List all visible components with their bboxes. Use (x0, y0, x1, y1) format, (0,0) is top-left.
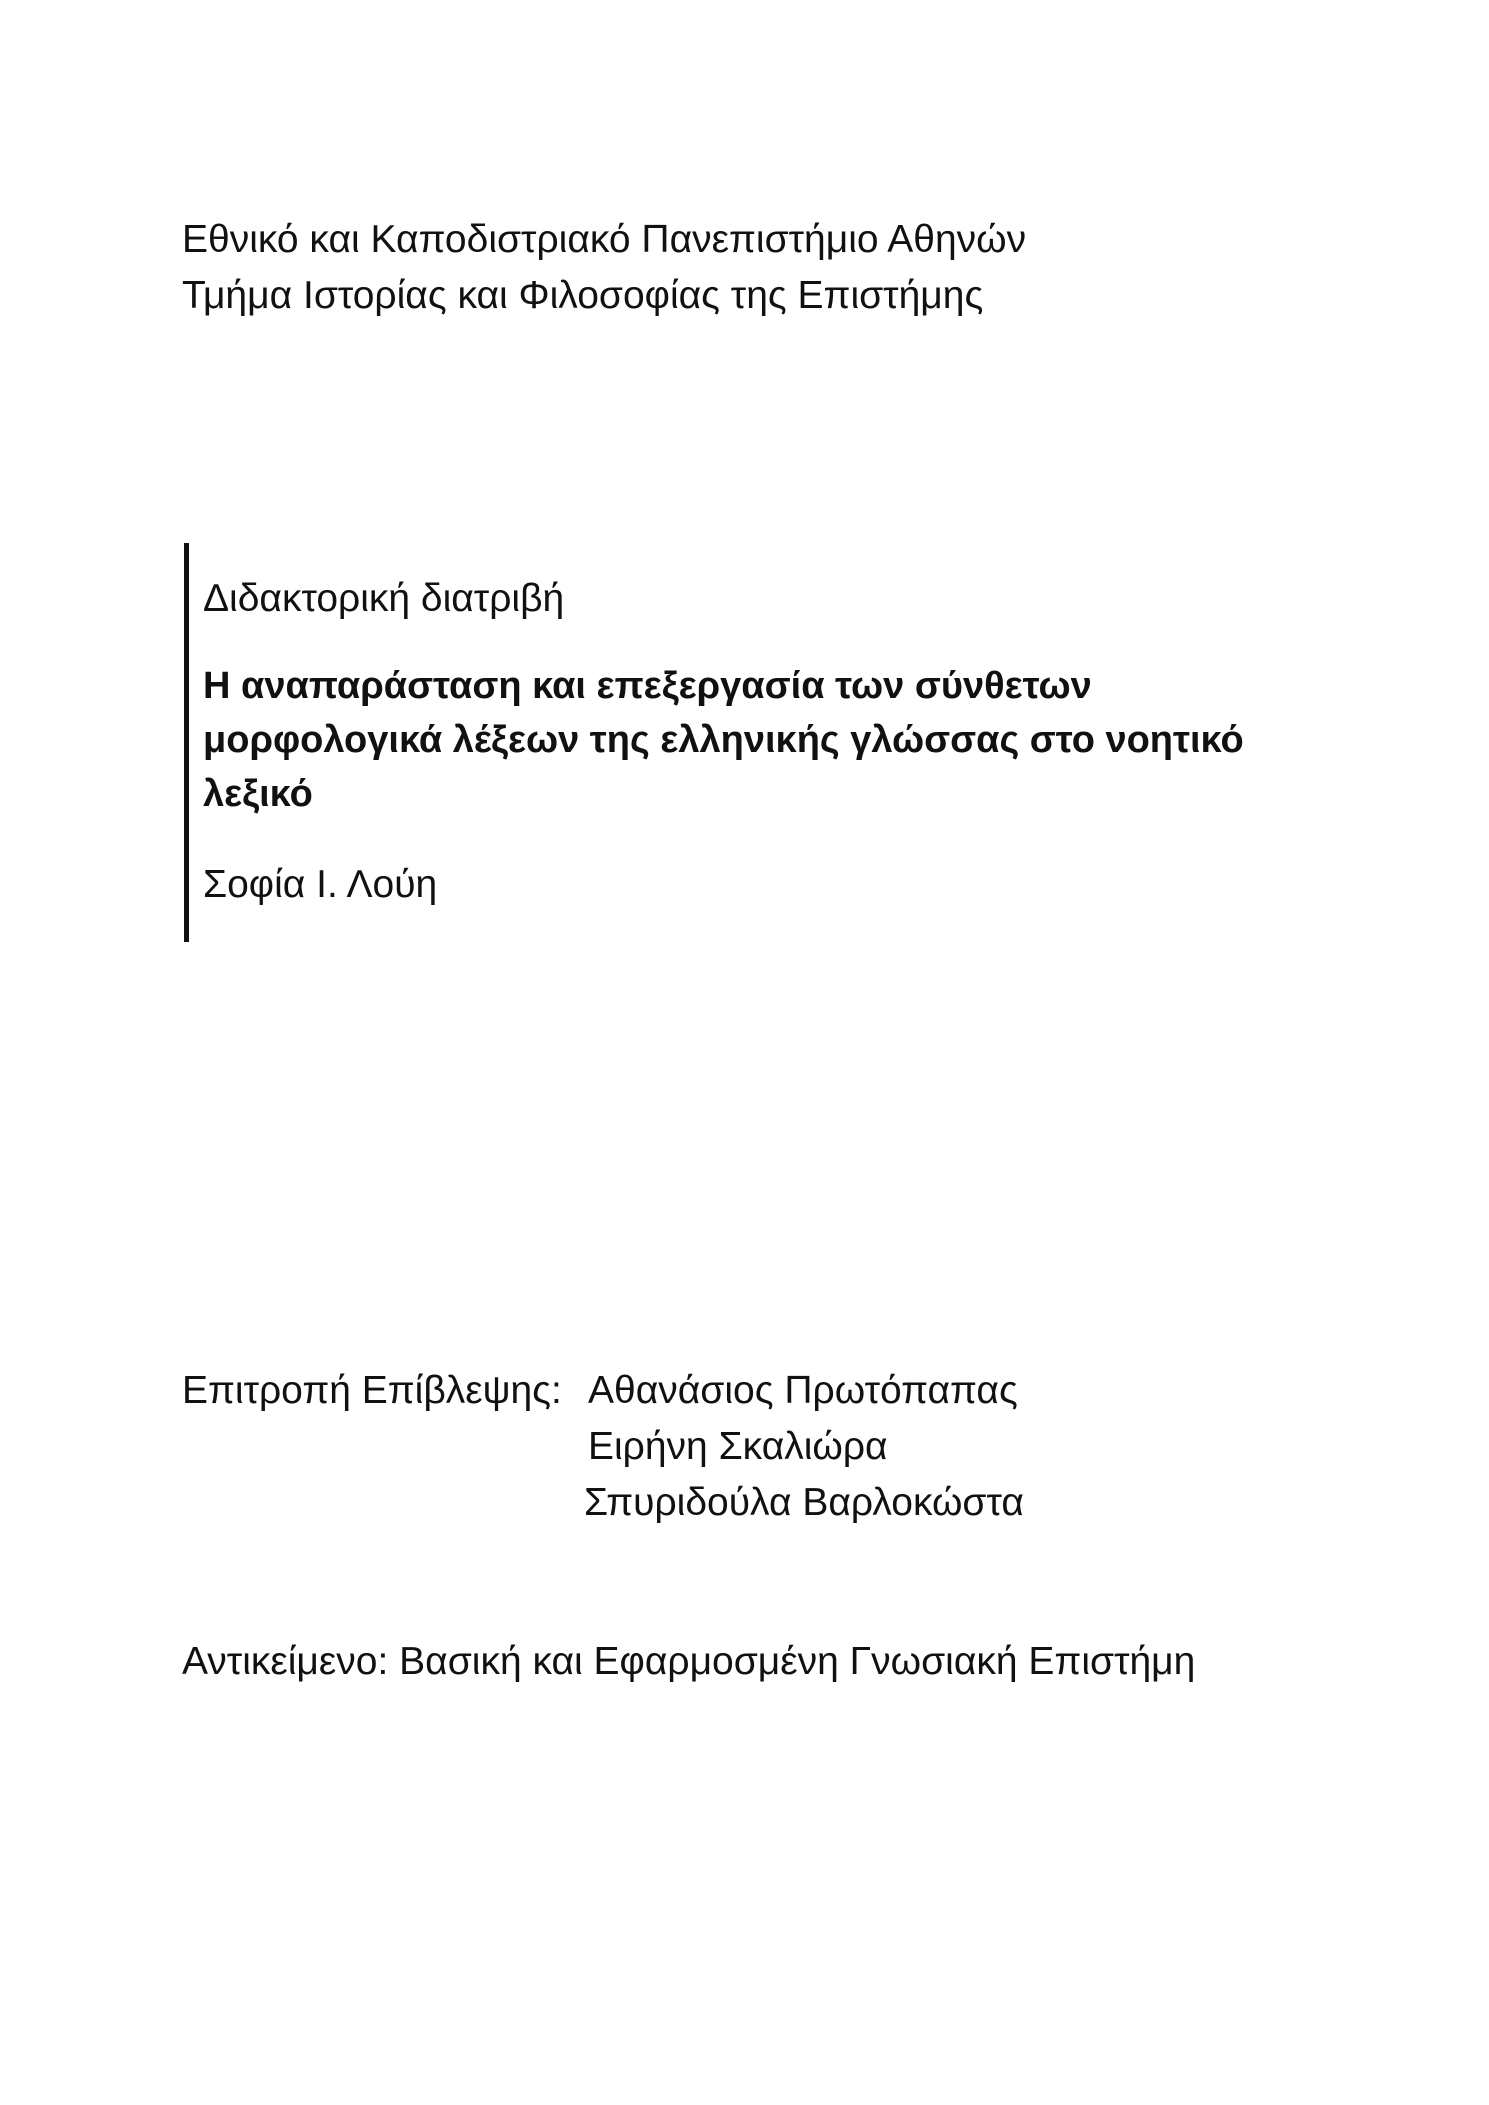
thesis-title-line: μορφολογικά λέξεων της ελληνικής γλώσσας στο νοητικό (203, 719, 1244, 761)
committee-member: Σπυριδούλα Βαρλοκώστα (584, 1481, 1024, 1524)
thesis-type: Διδακτορική διατριβή (203, 577, 565, 620)
department-name: Τμήμα Ιστορίας και Φιλοσοφίας της Επιστήμης (182, 274, 984, 317)
thesis-block (184, 543, 1344, 942)
committee-label: Επιτροπή Επίβλεψης: (182, 1369, 562, 1412)
thesis-author: Σοφία Ι. Λούη (203, 863, 438, 906)
university-name: Εθνικό και Καποδιστριακό Πανεπιστήμιο Αθηνών (182, 218, 1027, 261)
committee-member: Αθανάσιος Πρωτόπαπας (588, 1369, 1018, 1412)
thesis-title-line: Η αναπαράσταση και επεξεργασία των σύνθετων (203, 665, 1092, 707)
thesis-title (203, 659, 1323, 821)
thesis-title-line: λεξικό (203, 773, 313, 815)
thesis-accent-bar (184, 543, 189, 942)
institution-header (182, 212, 1026, 324)
subject-line: Αντικείμενο: Βασική και Εφαρμοσμένη Γνωσιακή Επιστήμη (182, 1640, 1196, 1683)
committee-member: Ειρήνη Σκαλιώρα (588, 1425, 888, 1468)
